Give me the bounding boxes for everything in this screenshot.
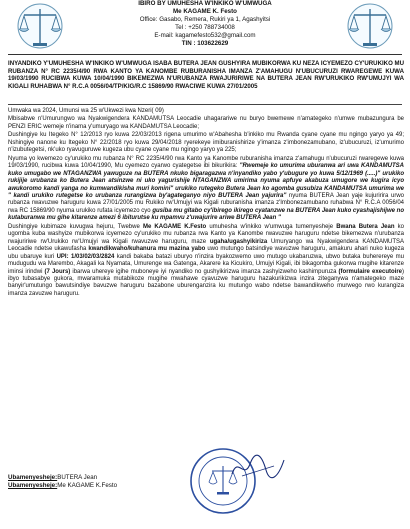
recipient-line — [8, 474, 117, 482]
legal-basis-paragraph: Dushingiye ku Itegeko N° 12/2013 ryo kuwa 22/03/2013 rigena umurimo w'Abahesha b'inkiko mu Rwanda cyane cyane mu ngingo yaryo ya 49; Nshingiye nanone ku Itegeko N° 22/2018 ryo kuwa 29/04/2018 ryerekeye imiburanishirize y'imanza z'imbonezamubano, iz'ubucuruzi, iz'umurimo n'izubutegetsi, nk'uko ryavuguruwe kugeza ubu cyane cyane mu ngingo yaryo ya 225; — [8, 132, 404, 154]
order-paragraph — [8, 224, 404, 299]
header-divider — [8, 54, 402, 55]
date-paragraph: Umwaka wa 2024, Umunsi wa 25 w'Ukwezi kwa Nzeri( 09) — [8, 108, 164, 114]
office-address: Office: Gasabo, Remera, Rukiri ya 1, Agashyitsi — [139, 16, 271, 23]
office-tin: TIN : 103622629 — [181, 40, 229, 47]
formula-ref: (formulaire executoire — [338, 268, 402, 275]
office-phone: Tel : +250 788734008 — [175, 24, 235, 31]
order-text-6: kandi bakaba batazi uburyo n'inzira byakozwemo uwo mutugo ukabaruzwa, ubwo butaka buherereye mu mudugudu wa Marembo, Akagali ka Nyamata, Umurenge wa Gatenga, Akarere ka Kicukiro, Umujyi Kigali, ibi bikagomba gukorwa mugihe kitarenze iminsi irindwi — [8, 253, 404, 275]
judgment-paragraph — [8, 156, 404, 223]
handwritten-signature — [228, 452, 288, 482]
order-text-8: ) ibyo tubasabye gukora, mwaramuka mutabikoze mugihe mwahawe cyavuzwe haruguru hazakurikizwa inzira ziteganywa n'amategeko maze banyir'umutungo bawutsindiye bavuzwe haruguru bazabone uburenganzira ku mutungo wabo ndetse bawandikweho murwego rwo kurangiza imanza zavuzwe haruguru. — [8, 268, 404, 297]
sender-name: Me KAGAME K.Festo — [57, 482, 118, 489]
judgment-quote: "Rwemeje ko umurima uburanwa ari uwa KANDAMUTSA kuko umugabo we NTAGANZWA yawuguze na BUTERA nkuko bigaragazwa n'inyandiko yabo y'ubugure yo kuwa 5/12/1969 (.....)" urukiko rukijije urubanza ko Butera Jean atsinzwe ni uko yagurishije NTAGANZWA umirima nyuma apfuye akabuza umugore we kugira icyo awukoromo kandi yanga no kumwandikisha muri komini" urukiko rutegeko Butera Jean ko agomba gusubiza KANDAMUTSA umurima we " kandi urukiko rutegetse ko urubanza rurangizwa by'agateganyo niyo BUTERA Jean yajurira" — [8, 163, 405, 199]
bailiff-ref: Me KAGAME K.Festo — [142, 223, 207, 230]
office-email: E-mail: kagamefesto532@gmail.com — [154, 32, 256, 39]
recipient-label: Ubamenyesheje: — [8, 474, 58, 481]
upi-ref: UPI: 1/03/02/03/2824 — [56, 253, 115, 260]
order-emphasis-1: ugaha/ugashyikiriza — [209, 238, 268, 245]
judgment-text: Nyuma yo kwemezo cy'urukiko mu rubanza N° RC 2235/4/90 rwa Kanto ya Kanombe ruburanisha imanza z'amahugu n'ubucuruzi rwaregewe kuwa 19/03/1990, rucibwa kuwa 10/04/1990, Mu cyemezo cyarwo cyategetse ibi bikurikira: — [8, 155, 404, 170]
sender-label: Ubamenyesheje: — [8, 482, 58, 489]
bailiff-name: Me KAGAME K. Festo — [173, 8, 237, 15]
title-divider — [8, 104, 402, 105]
order-emphasis-2: kwandikwaho/kuhanura mu mazina yabo — [88, 246, 206, 253]
request-paragraph: Mbisabwe n'Umurungwo wa Nyakwigendera KANDAMUTSA Leocadie uhagarariwe nu buryo bwemewe n'amategeko n'umwe mubazungura be PENZI ERIC wemeje n'inama y'umuryago wa KANDAMUTSA Leocadie; — [8, 116, 404, 130]
order-text-4: Umuryango wa Nyakwigendera KANDAMUTSA Leocadie ndetse ukawufasha — [8, 238, 404, 253]
order-text-1: Dushingiye kubimaze kuvugwa hejuru, Twebwe — [8, 223, 143, 230]
letterhead — [0, 0, 410, 58]
order-text-5: uwo mutungo batsindiye wavuzwe haruguru, amakuru ahari nuko kugeza ubu ubaruye kuri — [8, 246, 404, 260]
justice-scales-logo-left — [10, 1, 70, 53]
document-body — [8, 108, 404, 299]
justice-scales-logo-right — [340, 1, 400, 53]
recipient-name: BUTERA Jean — [57, 474, 98, 481]
order-text-3: ko ugomba kuba washyize mubikorwa icyemezo cy'urukiko mu rubanza rwa Kanto ya Kanombe rwavuzwe haruguru ndetse bikemezwa n'urubanza rwajuririwe rw'Urukiko rw'Umujyi wa Kigali rwavuzwe haruguru, maze — [8, 223, 404, 245]
appeal-quote: gusiba mu gitabo cy'ibirego ikirego cyatanzwe na BUTERA Jean kuko cyashajishijwe no kutaburanwa mu gihe kitarenze amezi 6 ibiturutse ku mpamvu z'uwajurire ariwe BUTERA Jean " — [8, 207, 404, 222]
order-text-2: umuhesha w'inkiko w'umwuga tumenyesheje — [206, 223, 337, 230]
appeal-text: nyuma BUTERA Jean yaje kujuririra urwo rubanza rwavuzwe haruguru kuwa 27/01/2005 mu Rukiko rw'Umujyi wa Kigali ruburanisha imanza z'Imbonezamubano ruhabwa N° R.C.A 0056/04 rwa RC 15869/90 nyuma urukiko rufata icyemezo cyo — [8, 192, 404, 214]
deadline-ref: (7 Jours) — [44, 268, 71, 275]
sender-line — [8, 482, 117, 490]
office-name: IBIRO BY UMUHESHA W'INKIKO W'UMWUGA — [138, 0, 272, 7]
defendant-ref: Bwana Butera Jean — [336, 223, 395, 230]
signature-block — [8, 474, 117, 490]
order-text-7: ibarwa uhereye igihe muboneye iyi nyandiko no gushyikirizwa imanza zashyizweho kashimpuruza — [70, 268, 339, 275]
document-title: INYANDIKO Y'UMUHESHA W'INKIKO W'UMWUGA ISABA BUTERA JEAN GUSHYIRA MUBIKORWA KU NEZA ICYEMEZO CY'URUKIKO MU RUBANZA N° RC 2235/4/90 RWA KANTO YA KANOMBE RUBURANISHA IMANZA Z'AMAHUGU N'UBUCURUZI RWAREGEWE KUWA 19/03/1990 RUCIBWA KUWA 10/04/1990 BIKEMEZWA N'URUBANZA RWAJURIRIWE NA BUTERA JEAN RW'URUKIKO RW'UMUJYI WA KIGALI RUHABWA N° R.C.A 0056/04/TP/KIG/R.C 15869/90 RWACIWE KUWA 27/01/2005 — [8, 60, 404, 91]
